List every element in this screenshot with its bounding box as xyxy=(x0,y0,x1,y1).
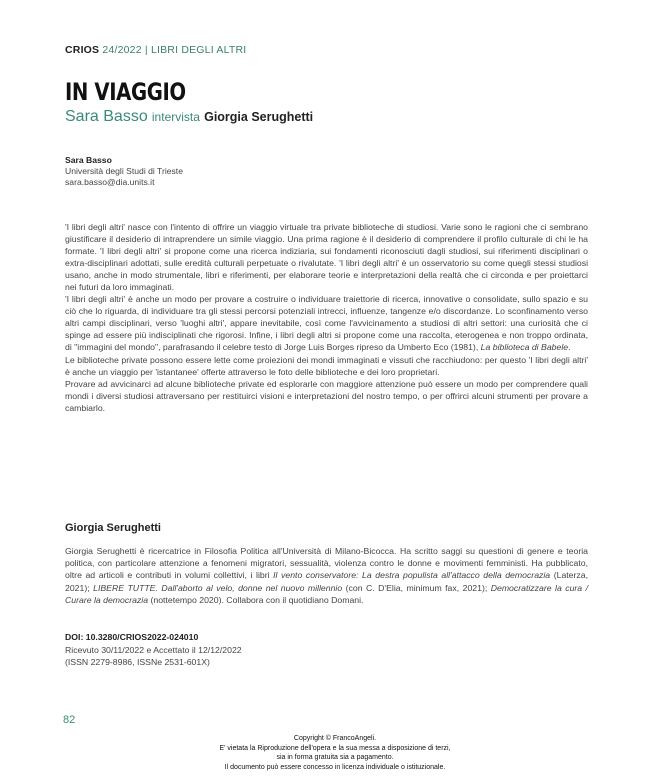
copyright-notice xyxy=(175,734,495,772)
body-paragraph-2-end: . xyxy=(568,342,571,353)
journal-issue: 24/2022 xyxy=(102,44,142,56)
bio-book-1: Il vento conservatore: La destra populista all'attacco della democrazia xyxy=(273,570,551,581)
article-subtitle xyxy=(65,108,313,126)
received-accepted-dates: Ricevuto 30/11/2022 e Accettato il 12/12/2022 xyxy=(65,644,242,655)
copyright-line-1: Copyright © FrancoAngeli. xyxy=(293,735,377,742)
doi-block xyxy=(65,631,242,669)
copyright-line-3: sia in forma gratuita sia a pagamento. xyxy=(276,754,394,762)
bio-text-1: Giorgia Serughetti è ricercatrice in Filosofia Politica all'Università di Milano-Bicocca. Ha scritto saggi su questioni di genere e teoria politica, con particolare attenzione a fenomeni migratori, sessualità, violenza contro le donne e movimenti femministi. Ha pubblicato, oltre ad articoli e contributi in volumi collettivi, i libri xyxy=(65,546,588,581)
doi-link[interactable]: DOI: 10.3280/CRIOS2022-024010 xyxy=(65,632,199,642)
body-paragraph-1: 'I libri degli altri' nasce con l'intento di offrire un viaggio virtuale tra private biblioteche di studiosi. Varie sono le ragioni che ci sembrano giustificare il desiderio di intraprendere un simile viaggio. Una prima ragione è il desiderio di comprendere il profilo culturale di chi le ha formate. 'I libri degli altri' si propone come una ricerca indiziaria, sui fondamenti riconosciuti dagli studiosi, sui riferimenti disciplinari o extra-disciplinari adottati, sulle eredità culturali perpetuate o rivalutate. 'I libri degli altri' è un osservatorio su come quegli stessi studiosi usano, anche in modo strumentale, libri e riferimenti, per elaborare teorie e interpretazioni della realtà che ci circonda e per proiettarci nei futuri da loro immaginati. xyxy=(65,222,588,293)
bio-heading: Giorgia Serughetti xyxy=(65,522,161,534)
bio-text-3: (con C. D'Elia, minimum fax, 2021); xyxy=(342,582,491,593)
header-separator: | xyxy=(144,44,148,56)
running-header xyxy=(65,44,246,56)
bio-book-3: Democratizzare la cura / Curare la democrazia xyxy=(65,582,589,605)
issn: (ISSN 2279-8986, ISSNe 2531-601X) xyxy=(65,657,210,667)
affiliation-university: Università degli Studi di Trieste xyxy=(65,166,183,176)
bio-text xyxy=(65,545,588,606)
section-name: LIBRI DEGLI ALTRI xyxy=(150,44,247,56)
body-paragraph-2-title: La biblioteca di Babele xyxy=(480,342,569,353)
affiliation-author-name: Sara Basso xyxy=(65,155,112,165)
subtitle-connector: intervista xyxy=(151,110,200,124)
interviewee-name: Giorgia Serughetti xyxy=(204,110,314,124)
affiliation-email: sara.basso@dia.units.it xyxy=(65,177,155,187)
author-affiliation xyxy=(65,155,183,188)
interviewer-name: Sara Basso xyxy=(65,108,148,125)
body-paragraph-2-text: 'I libri degli altri' è anche un modo per provare a costruire o individuare traiettorie di ricerca, innovative o consolidate, sullo spazio e su ciò che lo riguarda, di individuare tra gli stessi percorsi potenziali intrecci, influenze, tangenze e/o discordanze. Lo sconfinamento verso altri campi disciplinari, verso 'luoghi altri', appare inevitabile, così come l'avvicinamento a studiosi di altri settori: una curiosità che ci spinge ad essere più indisciplinati che rigorosi. Infine, i libri degli altri si propone come una raccolta, eterogenea e non troppo ordinata, di "immagini del mondo", parafrasando il celebre testo di Jorge Luis Borges ripreso da Umberto Eco (1981), xyxy=(65,294,588,353)
article-title: IN VIAGGIO xyxy=(65,78,186,106)
body-paragraph-3: Le biblioteche private possono essere lette come proiezioni dei mondi immaginati e vissuti che racchiudono: per questo 'I libri degli altri' è anche un viaggio per 'istantanee' offerte attraverso le foto delle biblioteche e dei loro proprietari. xyxy=(65,354,588,377)
article-body xyxy=(65,221,588,414)
bio-book-2: LIBERE TUTTE. Dall'aborto al velo, donne nel nuovo millennio xyxy=(93,582,343,593)
page-number: 82 xyxy=(63,714,76,726)
copyright-line-2: E' vietata la Riproduzione dell'opera e la sua messa a disposizione di terzi, xyxy=(219,744,451,752)
bio-text-2: (Laterza, 2021); xyxy=(65,570,588,593)
bio-text-4: (nottetempo 2020). Collabora con il quotidiano Domani. xyxy=(148,594,364,605)
body-paragraph-2 xyxy=(65,293,588,353)
copyright-line-4: Il documento può essere concesso in licenza individuale o istituzionale. xyxy=(224,763,446,771)
body-paragraph-4: Provare ad avvicinarci ad alcune biblioteche private ed esplorarle con maggiore attenzione può essere un modo per comprendere quali mondi i diversi studiosi attraversano per restituirci visioni e interpretazioni del nostro tempo, o per offrirci alcuni strumenti per provare a cambiarlo. xyxy=(65,378,588,413)
journal-name: CRIOS xyxy=(65,44,100,56)
